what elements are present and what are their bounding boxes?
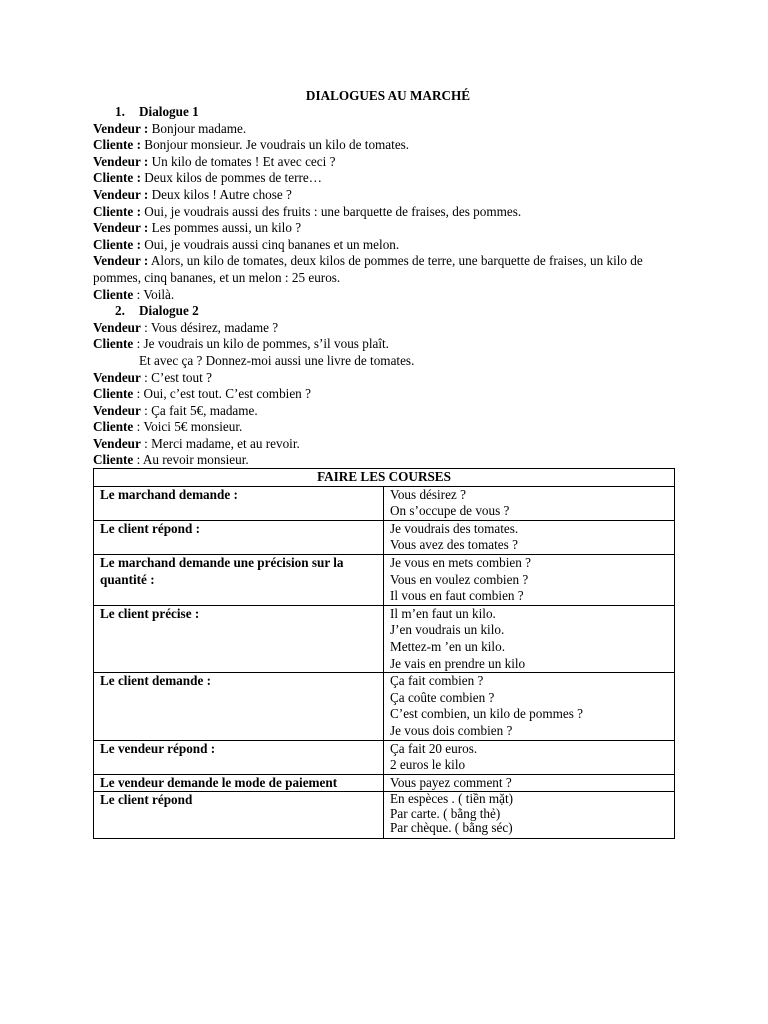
dialogue-line bbox=[93, 187, 683, 204]
speaker-label: Vendeur bbox=[93, 402, 141, 418]
dialogue-line bbox=[93, 237, 683, 254]
speaker-label: Cliente : bbox=[93, 170, 141, 186]
dialogue-1-number: 1. bbox=[115, 104, 125, 119]
speech-text: : Ça fait 5€, madame. bbox=[140, 402, 258, 418]
speaker-label: Vendeur : bbox=[93, 120, 149, 136]
table-row bbox=[94, 673, 675, 740]
page-title: DIALOGUES AU MARCHÉ bbox=[305, 88, 471, 103]
dialogue-2-number: 2. bbox=[115, 303, 125, 319]
speech-text: : Vous désirez, madame ? bbox=[140, 319, 279, 335]
dialogue-line bbox=[93, 253, 683, 286]
table-row bbox=[94, 486, 675, 520]
speech-text: Deux kilos ! Autre chose ? bbox=[148, 186, 292, 202]
table-row bbox=[94, 520, 675, 554]
row-value: Mettez-m ’en un kilo. bbox=[390, 638, 505, 654]
speech-text: Et avec ça ? Donnez-moi aussi une livre de tomates. bbox=[139, 352, 415, 368]
row-values bbox=[384, 554, 675, 605]
row-label: Le marchand demande une précision sur la quantité : bbox=[94, 554, 384, 605]
row-label: Le client répond bbox=[94, 792, 384, 839]
table-row bbox=[94, 792, 675, 839]
speech-text: Un kilo de tomates ! Et avec ceci ? bbox=[148, 153, 336, 169]
dialogue-2-heading bbox=[93, 303, 683, 320]
dialogue-line bbox=[93, 287, 683, 304]
dialogue-2-body bbox=[93, 320, 683, 469]
speech-text: Deux kilos de pommes de terre… bbox=[140, 170, 322, 186]
row-label: Le vendeur répond : bbox=[94, 740, 384, 774]
speaker-label: Cliente bbox=[93, 419, 134, 435]
dialogue-1-body bbox=[93, 121, 683, 304]
row-value: Ça fait combien ? bbox=[390, 673, 484, 689]
speaker-label: Cliente bbox=[93, 452, 134, 468]
row-value: Vous avez des tomates ? bbox=[390, 537, 518, 553]
row-label: Le marchand demande : bbox=[94, 486, 384, 520]
speech-text: : Merci madame, et au revoir. bbox=[140, 435, 300, 451]
dialogue-1-heading bbox=[93, 104, 683, 121]
dialogue-line bbox=[93, 154, 683, 171]
row-value: Par chèque. ( bằng séc) bbox=[390, 820, 513, 836]
row-label: Le client précise : bbox=[94, 605, 384, 672]
speaker-label: Vendeur bbox=[93, 435, 141, 451]
speaker-label: Vendeur : bbox=[93, 220, 149, 236]
speaker-label: Vendeur : bbox=[93, 186, 149, 202]
speaker-label: Cliente : bbox=[93, 203, 141, 219]
row-label: Le vendeur demande le mode de paiement bbox=[94, 774, 384, 792]
courses-table bbox=[93, 468, 675, 839]
row-label: Le client répond : bbox=[94, 520, 384, 554]
table-header-row bbox=[94, 469, 675, 487]
dialogue-1-title: Dialogue 1 bbox=[139, 104, 199, 119]
table-row bbox=[94, 554, 675, 605]
dialogue-line bbox=[93, 386, 683, 403]
row-value: Vous désirez ? bbox=[390, 486, 466, 502]
row-values bbox=[384, 520, 675, 554]
dialogue-line bbox=[93, 204, 683, 221]
document-page bbox=[93, 87, 683, 469]
row-value: Vous payez comment ? bbox=[390, 774, 512, 790]
speech-text: : Voici 5€ monsieur. bbox=[133, 419, 243, 435]
row-value: Ça fait 20 euros. bbox=[390, 740, 478, 756]
speaker-label: Vendeur : bbox=[93, 253, 149, 269]
speech-text: : Voilà. bbox=[133, 286, 175, 302]
speech-text: Bonjour madame. bbox=[148, 120, 247, 136]
dialogue-line bbox=[93, 336, 683, 353]
speaker-label: Vendeur bbox=[93, 319, 141, 335]
row-value: Vous en voulez combien ? bbox=[390, 571, 529, 587]
speaker-label: Cliente bbox=[93, 286, 134, 302]
row-value: Par carte. ( bằng thẻ) bbox=[390, 805, 501, 821]
dialogue-line bbox=[93, 170, 683, 187]
speech-text: Bonjour monsieur. Je voudrais un kilo de tomates. bbox=[140, 137, 410, 153]
table-heading: FAIRE LES COURSES bbox=[94, 469, 675, 487]
speech-text: : C’est tout ? bbox=[140, 369, 212, 385]
table-row bbox=[94, 774, 675, 792]
speech-text: : Oui, c’est tout. C’est combien ? bbox=[133, 386, 311, 402]
row-value: Je vous dois combien ? bbox=[390, 722, 513, 738]
row-values bbox=[384, 486, 675, 520]
dialogue-line bbox=[93, 452, 683, 469]
row-value: Il vous en faut combien ? bbox=[390, 588, 524, 604]
row-value: C’est combien, un kilo de pommes ? bbox=[390, 706, 584, 722]
table-body bbox=[94, 486, 675, 838]
row-value: J’en voudrais un kilo. bbox=[390, 622, 505, 638]
dialogue-2-title: Dialogue 2 bbox=[139, 303, 199, 319]
row-value: En espèces . ( tiền mặt) bbox=[390, 791, 514, 807]
speech-text: Alors, un kilo de tomates, deux kilos de pommes de terre, une barquette de fraises, un kilo de pommes, cinq bananes, et un melon : 25 euros. bbox=[93, 253, 643, 285]
speech-text: Oui, je voudrais aussi cinq bananes et un melon. bbox=[140, 236, 400, 252]
speaker-label: Cliente : bbox=[93, 236, 141, 252]
dialogue-line bbox=[93, 419, 683, 436]
row-values bbox=[384, 740, 675, 774]
speech-text: Les pommes aussi, un kilo ? bbox=[148, 220, 302, 236]
dialogue-line bbox=[93, 403, 683, 420]
row-value: 2 euros le kilo bbox=[390, 757, 466, 773]
speaker-label: Cliente bbox=[93, 336, 134, 352]
speaker-label: Vendeur : bbox=[93, 153, 149, 169]
speech-text: : Au revoir monsieur. bbox=[133, 452, 249, 468]
speech-text: : Je voudrais un kilo de pommes, s’il vous plaît. bbox=[133, 336, 389, 352]
row-values bbox=[384, 673, 675, 740]
dialogue-line bbox=[93, 370, 683, 387]
dialogue-line bbox=[93, 353, 683, 370]
table-row bbox=[94, 740, 675, 774]
speaker-label: Cliente : bbox=[93, 137, 141, 153]
row-value: Je voudrais des tomates. bbox=[390, 520, 519, 536]
dialogue-line bbox=[93, 121, 683, 138]
row-values bbox=[384, 774, 675, 792]
dialogue-line bbox=[93, 320, 683, 337]
speech-text: Oui, je voudrais aussi des fruits : une barquette de fraises, des pommes. bbox=[140, 203, 522, 219]
row-value: On s’occupe de vous ? bbox=[390, 503, 510, 519]
row-values bbox=[384, 792, 675, 839]
row-value: Il m’en faut un kilo. bbox=[390, 605, 496, 621]
dialogue-line bbox=[93, 137, 683, 154]
table-row bbox=[94, 605, 675, 672]
row-value: Je vais en prendre un kilo bbox=[390, 655, 526, 671]
dialogue-line bbox=[93, 220, 683, 237]
speaker-label: Vendeur bbox=[93, 369, 141, 385]
row-label: Le client demande : bbox=[94, 673, 384, 740]
row-values bbox=[384, 605, 675, 672]
dialogue-line bbox=[93, 436, 683, 453]
row-value: Je vous en mets combien ? bbox=[390, 554, 531, 570]
speaker-label: Cliente bbox=[93, 386, 134, 402]
row-value: Ça coûte combien ? bbox=[390, 689, 495, 705]
